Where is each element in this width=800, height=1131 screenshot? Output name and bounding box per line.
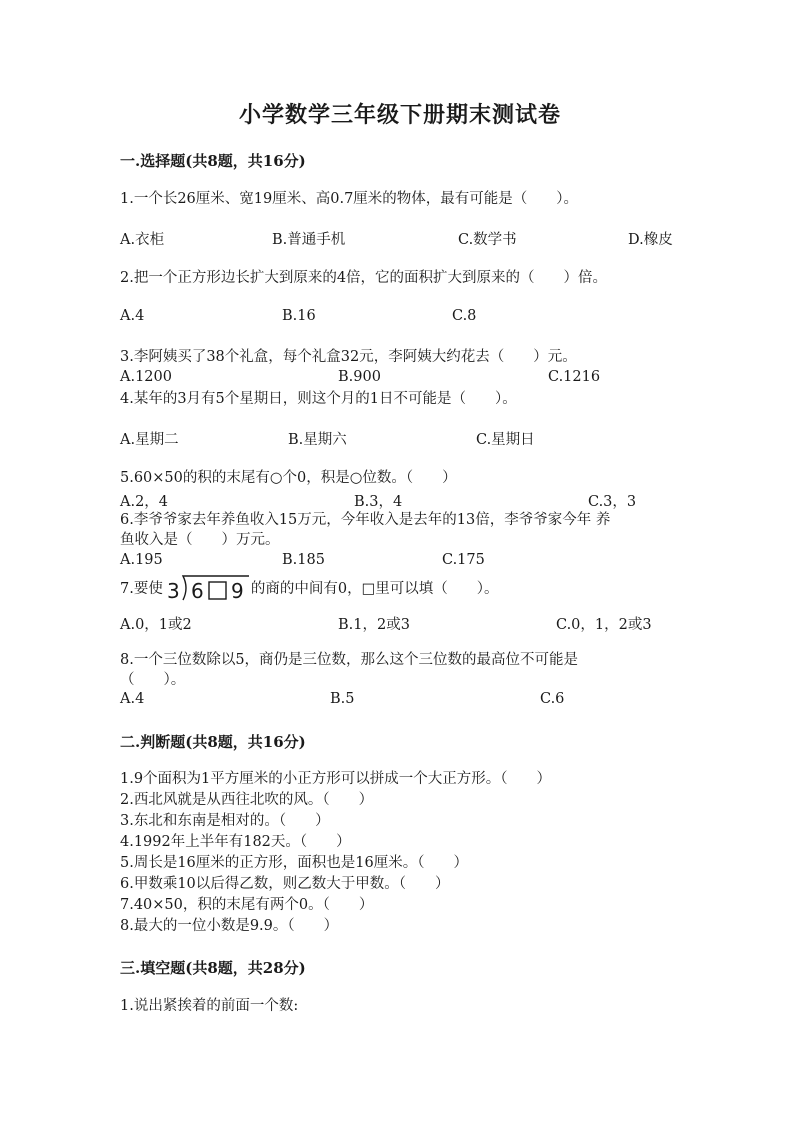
choice-q8-text-line2: （ ）。 — [120, 672, 186, 688]
choice-q7-text — [120, 570, 499, 604]
page-title: 小学数学三年级下册期末测试卷 — [238, 102, 561, 128]
choice-q3-option-c: C.1216 — [548, 369, 601, 385]
division-blank-box — [209, 582, 226, 599]
choice-q6-option-a: A.195 — [120, 552, 163, 568]
choice-q1-option-d: D.橡皮 — [628, 232, 673, 248]
choice-q3-text: 3.李阿姨买了38个礼盒，每个礼盒32元，李阿姨大约花去（ ）元。 — [120, 349, 577, 365]
division-dividend-digit-1: 6 — [190, 579, 204, 603]
judge-q6: 6.甲数乘10以后得乙数，则乙数大于甲数。（ ） — [120, 876, 450, 892]
choice-q1-option-b: B.普通手机 — [272, 232, 346, 248]
choice-q8-option-b: B.5 — [330, 691, 355, 707]
choice-q3-option-a: A.1200 — [120, 369, 172, 385]
choice-q1-option-a: A.衣柜 — [120, 232, 165, 248]
judge-q4: 4.1992年上半年有182天。（ ） — [120, 834, 351, 850]
choice-q1-text: 1.一个长26厘米、宽19厘米、高0.7厘米的物体，最有可能是（ ）。 — [120, 191, 579, 207]
section-heading-judge: 二.判断题(共8题，共16分) — [120, 733, 306, 751]
section-heading-fill: 三.填空题(共8题，共28分) — [120, 959, 306, 977]
choice-q2-option-a: A.4 — [120, 308, 145, 324]
judge-q7: 7.40×50，积的末尾有两个0。（ ） — [120, 897, 374, 913]
division-dividend-digit-2: 9 — [230, 579, 244, 603]
choice-q7-prefix: 7.要使 — [120, 580, 163, 597]
choice-q2-option-b: B.16 — [282, 308, 316, 324]
choice-q6-option-b: B.185 — [282, 552, 325, 568]
judge-q1: 1.9个面积为1平方厘米的小正方形可以拼成一个大正方形。（ ） — [120, 771, 552, 787]
choice-q8-option-a: A.4 — [120, 691, 145, 707]
choice-q4-option-a: A.星期二 — [120, 432, 179, 448]
division-divisor: 3 — [166, 579, 180, 603]
choice-q4-option-c: C.星期日 — [476, 432, 535, 448]
choice-q5-option-c: C.3，3 — [588, 494, 637, 510]
judge-q5: 5.周长是16厘米的正方形，面积也是16厘米。（ ） — [120, 855, 468, 871]
choice-q7-suffix: 的商的中间有0，□里可以填（ ）。 — [250, 580, 499, 597]
judge-q3: 3.东北和东南是相对的。（ ） — [120, 813, 330, 829]
choice-q4-text: 4.某年的3月有5个星期日，则这个月的1日不可能是（ ）。 — [120, 391, 517, 407]
choice-q8-option-c: C.6 — [540, 691, 565, 707]
choice-q5-option-b: B.3，4 — [354, 494, 403, 510]
choice-q7-option-b: B.1，2或3 — [338, 617, 410, 633]
choice-q6-text-line1: 6.李爷爷家去年养鱼收入15万元，今年收入是去年的13倍，李爷爷家今年 养 — [120, 512, 611, 528]
choice-q5-option-a: A.2，4 — [120, 494, 169, 510]
choice-q7-option-c: C.0，1，2或3 — [556, 617, 652, 633]
judge-q8: 8.最大的一位小数是9.9。（ ） — [120, 918, 339, 934]
judge-q2: 2.西北风就是从西往北吹的风。（ ） — [120, 792, 374, 808]
fill-q1-text: 1.说出紧挨着的前面一个数: — [120, 998, 299, 1014]
choice-q4-option-b: B.星期六 — [288, 432, 347, 448]
choice-q7-option-a: A.0，1或2 — [120, 617, 192, 633]
choice-q2-option-c: C.8 — [452, 308, 477, 324]
section-heading-choice: 一.选择题(共8题，共16分) — [120, 152, 306, 170]
long-division-svg — [165, 570, 249, 604]
choice-q2-text: 2.把一个正方形边长扩大到原来的4倍，它的面积扩大到原来的（ ）倍。 — [120, 270, 608, 286]
choice-q3-option-b: B.900 — [338, 369, 381, 385]
choice-q6-text-line2: 鱼收入是（ ）万元。 — [120, 532, 280, 548]
long-division-figure — [165, 570, 249, 604]
choice-q5-text: 5.60×50的积的末尾有○个0，积是○位数。（ ） — [120, 470, 457, 486]
choice-q8-text-line1: 8.一个三位数除以5，商仍是三位数，那么这个三位数的最高位不可能是 — [120, 652, 579, 668]
choice-q6-option-c: C.175 — [442, 552, 485, 568]
choice-q1-option-c: C.数学书 — [458, 232, 517, 248]
